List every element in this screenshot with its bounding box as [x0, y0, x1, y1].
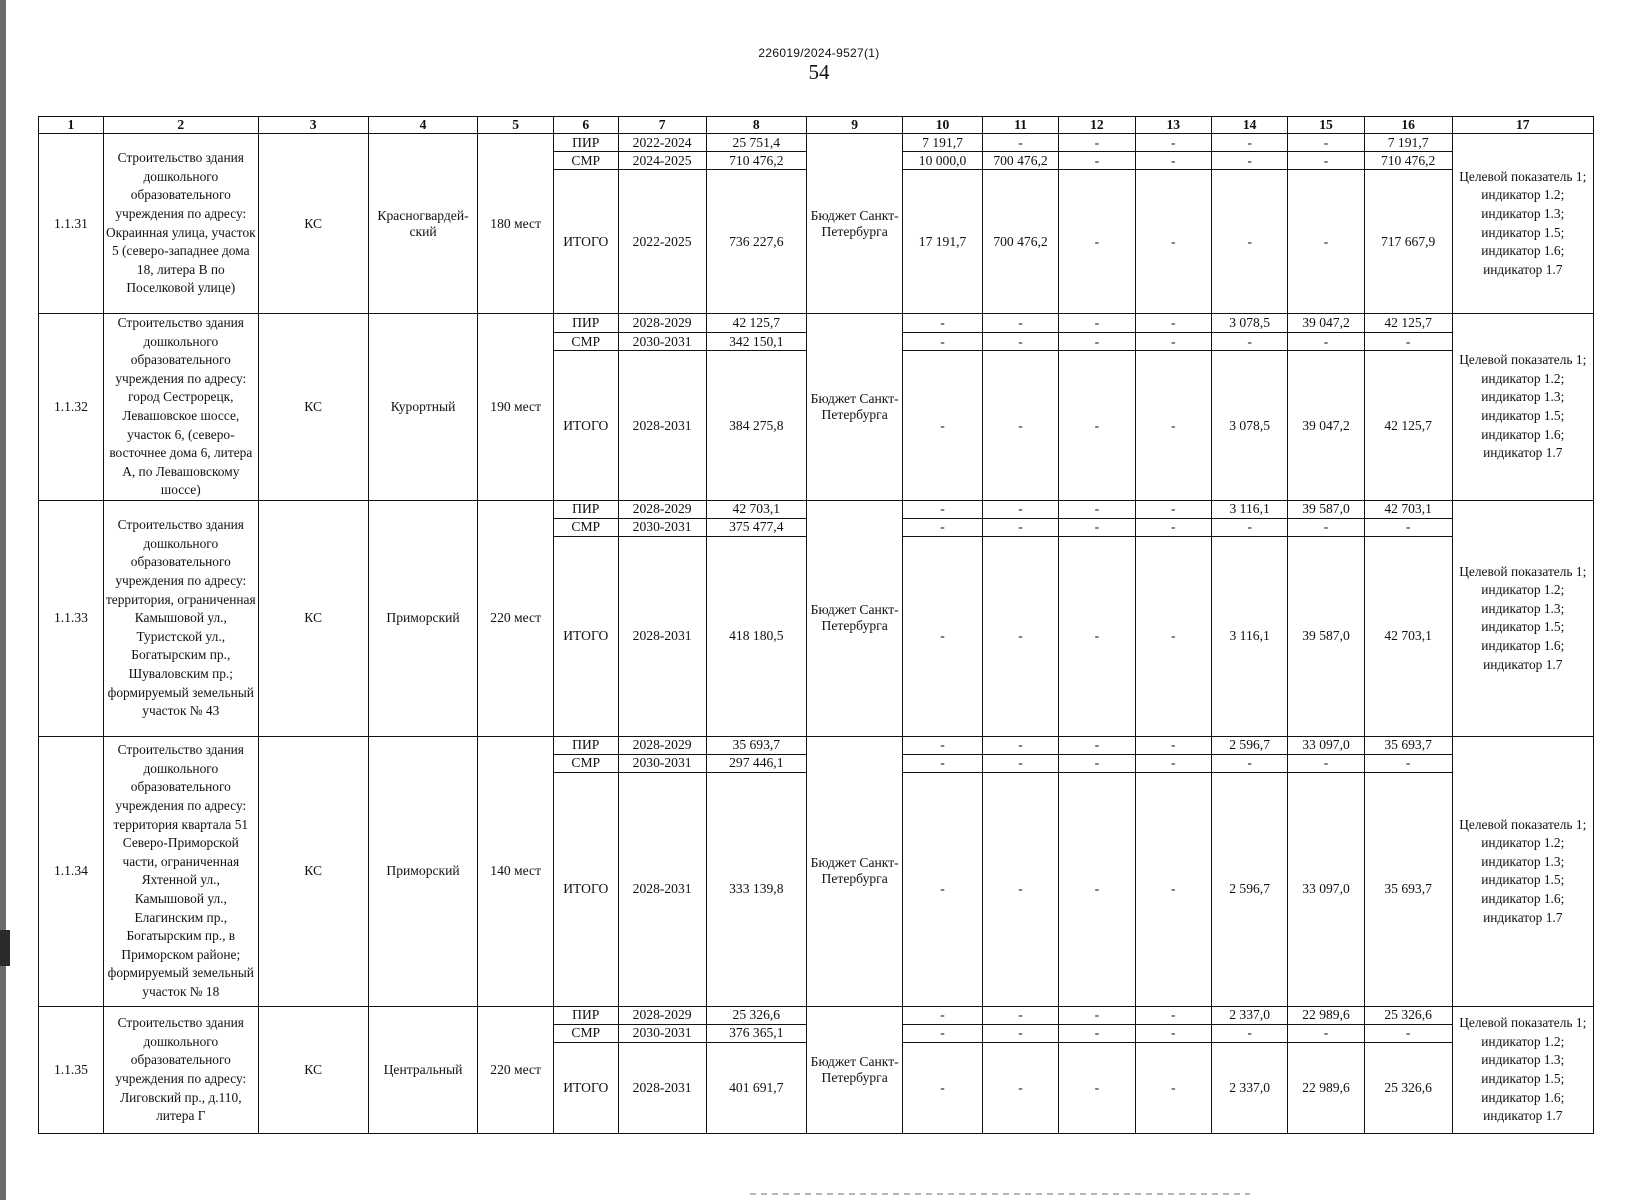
target-indicators: Целевой показатель 1; индикатор 1.2; индикатор 1.3; индикатор 1.5; индикатор 1.6; индикатор 1.7	[1452, 500, 1593, 736]
year-value: -	[1059, 754, 1135, 772]
stage-period: 2024-2025	[618, 152, 706, 170]
year-value: -	[1059, 314, 1135, 333]
item-id: 1.1.35	[39, 1006, 104, 1133]
column-header: 1	[39, 117, 104, 134]
item-capacity: 220 мест	[478, 500, 553, 736]
program-table	[38, 116, 1594, 1134]
year-value: -	[903, 314, 983, 333]
year-value: -	[903, 754, 983, 772]
stage-name: ИТОГО	[553, 351, 618, 501]
year-value: -	[1135, 772, 1211, 1006]
stage-period: 2028-2031	[618, 351, 706, 501]
year-value: -	[1135, 351, 1211, 501]
year-value: -	[1059, 736, 1135, 754]
stage-name: СМР	[553, 332, 618, 351]
year-value: -	[982, 332, 1058, 351]
year-value: 7 191,7	[903, 134, 983, 152]
year-value: -	[1211, 518, 1287, 536]
stage-total: 375 477,4	[706, 518, 806, 536]
item-id: 1.1.31	[39, 134, 104, 314]
year-value: -	[1135, 500, 1211, 518]
stage-name: СМР	[553, 754, 618, 772]
year-value: -	[903, 332, 983, 351]
column-header: 12	[1059, 117, 1135, 134]
year-value: 22 989,6	[1288, 1006, 1364, 1024]
year-value: 700 476,2	[982, 170, 1058, 314]
year-value: -	[1135, 1042, 1211, 1133]
year-value: -	[1135, 536, 1211, 736]
stage-total: 342 150,1	[706, 332, 806, 351]
year-value: -	[1364, 518, 1452, 536]
stage-period: 2030-2031	[618, 1024, 706, 1042]
year-value: -	[1211, 152, 1287, 170]
year-value: 42 125,7	[1364, 314, 1452, 333]
item-description: Строительство здания дошкольного образовательного учреждения по адресу: территория, ограниченная Камышовой ул., Туристской ул., Богатырским пр., Шуваловским пр.; формируемый земельный участок № 43	[103, 500, 258, 736]
stage-period: 2030-2031	[618, 518, 706, 536]
table-row	[39, 500, 1594, 518]
funding-source: Бюджет Санкт-Петербурга	[807, 736, 903, 1006]
year-value: -	[903, 351, 983, 501]
year-value: -	[903, 772, 983, 1006]
item-type: КС	[258, 500, 368, 736]
year-value: 717 667,9	[1364, 170, 1452, 314]
year-value: 17 191,7	[903, 170, 983, 314]
stage-total: 710 476,2	[706, 152, 806, 170]
year-value: 3 116,1	[1211, 500, 1287, 518]
column-header: 10	[903, 117, 983, 134]
column-header: 16	[1364, 117, 1452, 134]
item-id: 1.1.34	[39, 736, 104, 1006]
stage-total: 42 125,7	[706, 314, 806, 333]
year-value: -	[982, 1024, 1058, 1042]
year-value: -	[1364, 1024, 1452, 1042]
year-value: -	[1288, 152, 1364, 170]
year-value: -	[903, 1006, 983, 1024]
item-district: Приморский	[368, 500, 478, 736]
table-row	[39, 314, 1594, 333]
year-value: 39 587,0	[1288, 536, 1364, 736]
year-value: -	[982, 1042, 1058, 1133]
year-value: -	[1135, 1024, 1211, 1042]
year-value: 35 693,7	[1364, 736, 1452, 754]
item-type: КС	[258, 134, 368, 314]
table-row	[39, 134, 1594, 152]
year-value: 3 116,1	[1211, 536, 1287, 736]
year-value: -	[982, 351, 1058, 501]
year-value: -	[982, 500, 1058, 518]
year-value: -	[903, 500, 983, 518]
target-indicators: Целевой показатель 1; индикатор 1.2; индикатор 1.3; индикатор 1.5; индикатор 1.6; индикатор 1.7	[1452, 1006, 1593, 1133]
year-value: -	[1135, 1006, 1211, 1024]
year-value: -	[1059, 1042, 1135, 1133]
year-value: -	[1135, 332, 1211, 351]
column-header: 8	[706, 117, 806, 134]
target-indicators: Целевой показатель 1; индикатор 1.2; индикатор 1.3; индикатор 1.5; индикатор 1.6; индикатор 1.7	[1452, 314, 1593, 501]
year-value: -	[1059, 500, 1135, 518]
year-value: 33 097,0	[1288, 772, 1364, 1006]
year-value: 10 000,0	[903, 152, 983, 170]
year-value: -	[903, 736, 983, 754]
item-type: КС	[258, 736, 368, 1006]
year-value: 7 191,7	[1364, 134, 1452, 152]
stage-total: 25 326,6	[706, 1006, 806, 1024]
year-value: -	[1059, 152, 1135, 170]
item-capacity: 140 мест	[478, 736, 553, 1006]
stage-period: 2030-2031	[618, 332, 706, 351]
column-header: 7	[618, 117, 706, 134]
funding-source: Бюджет Санкт-Петербурга	[807, 134, 903, 314]
year-value: 700 476,2	[982, 152, 1058, 170]
column-header: 4	[368, 117, 478, 134]
year-value: -	[1059, 518, 1135, 536]
item-district: Курортный	[368, 314, 478, 501]
year-value: -	[1059, 1006, 1135, 1024]
year-value: -	[1059, 1024, 1135, 1042]
year-value: 2 337,0	[1211, 1006, 1287, 1024]
year-value: 25 326,6	[1364, 1006, 1452, 1024]
stage-name: ПИР	[553, 736, 618, 754]
funding-source: Бюджет Санкт-Петербурга	[807, 500, 903, 736]
year-value: -	[1135, 754, 1211, 772]
stage-period: 2028-2031	[618, 772, 706, 1006]
stage-total: 35 693,7	[706, 736, 806, 754]
year-value: -	[1135, 736, 1211, 754]
column-header: 14	[1211, 117, 1287, 134]
stage-name: ПИР	[553, 314, 618, 333]
item-description: Строительство здания дошкольного образовательного учреждения по адресу: территория квартала 51 Северо-Приморской части, ограниченная Яхтенной ул., Камышовой ул., Елагинским пр., Богатырским пр., в Приморском районе; формируемый земельный участок № 18	[103, 736, 258, 1006]
stage-total: 736 227,6	[706, 170, 806, 314]
year-value: 39 047,2	[1288, 314, 1364, 333]
stage-name: ПИР	[553, 1006, 618, 1024]
year-value: -	[1059, 351, 1135, 501]
year-value: -	[1059, 332, 1135, 351]
year-value: 42 703,1	[1364, 536, 1452, 736]
year-value: -	[903, 518, 983, 536]
item-description: Строительство здания дошкольного образовательного учреждения по адресу: Окраинная улица, участок 5 (северо-западнее дома 18, литера В по Поселковой улице)	[103, 134, 258, 314]
year-value: 35 693,7	[1364, 772, 1452, 1006]
year-value: -	[982, 134, 1058, 152]
year-value: 710 476,2	[1364, 152, 1452, 170]
column-header: 17	[1452, 117, 1593, 134]
year-value: -	[1059, 536, 1135, 736]
year-value: -	[982, 754, 1058, 772]
stage-period: 2028-2029	[618, 314, 706, 333]
scan-artifact	[750, 1193, 1250, 1195]
item-description: Строительство здания дошкольного образовательного учреждения по адресу: Лиговский пр., д.110, литера Г	[103, 1006, 258, 1133]
stage-total: 333 139,8	[706, 772, 806, 1006]
stage-period: 2028-2029	[618, 1006, 706, 1024]
year-value: -	[1211, 754, 1287, 772]
year-value: 2 596,7	[1211, 772, 1287, 1006]
year-value: -	[982, 1006, 1058, 1024]
table-row	[39, 1006, 1594, 1024]
stage-period: 2022-2025	[618, 170, 706, 314]
year-value: 3 078,5	[1211, 351, 1287, 501]
funding-source: Бюджет Санкт-Петербурга	[807, 314, 903, 501]
year-value: 2 596,7	[1211, 736, 1287, 754]
item-capacity: 180 мест	[478, 134, 553, 314]
year-value: -	[1135, 170, 1211, 314]
page-number: 54	[808, 60, 830, 84]
stage-name: ИТОГО	[553, 772, 618, 1006]
column-header: 11	[982, 117, 1058, 134]
year-value: 22 989,6	[1288, 1042, 1364, 1133]
year-value: -	[1135, 134, 1211, 152]
stage-name: ИТОГО	[553, 536, 618, 736]
stage-period: 2028-2031	[618, 536, 706, 736]
year-value: -	[1135, 518, 1211, 536]
stage-total: 384 275,8	[706, 351, 806, 501]
column-header: 5	[478, 117, 553, 134]
stage-name: СМР	[553, 518, 618, 536]
table-row	[39, 736, 1594, 754]
item-capacity: 190 мест	[478, 314, 553, 501]
year-value: -	[982, 536, 1058, 736]
item-type: КС	[258, 1006, 368, 1133]
year-value: -	[1288, 170, 1364, 314]
item-type: КС	[258, 314, 368, 501]
year-value: -	[1211, 170, 1287, 314]
target-indicators: Целевой показатель 1; индикатор 1.2; индикатор 1.3; индикатор 1.5; индикатор 1.6; индикатор 1.7	[1452, 736, 1593, 1006]
document-number: 226019/2024-9527(1)	[758, 46, 880, 60]
year-value: -	[903, 1024, 983, 1042]
stage-period: 2022-2024	[618, 134, 706, 152]
year-value: -	[982, 736, 1058, 754]
stage-name: ПИР	[553, 134, 618, 152]
column-number-row	[39, 117, 1594, 134]
year-value: -	[1288, 518, 1364, 536]
year-value: 2 337,0	[1211, 1042, 1287, 1133]
year-value: -	[1135, 314, 1211, 333]
stage-total: 297 446,1	[706, 754, 806, 772]
year-value: 42 703,1	[1364, 500, 1452, 518]
stage-total: 42 703,1	[706, 500, 806, 518]
stage-total: 376 365,1	[706, 1024, 806, 1042]
column-header: 2	[103, 117, 258, 134]
item-capacity: 220 мест	[478, 1006, 553, 1133]
funding-source: Бюджет Санкт-Петербурга	[807, 1006, 903, 1133]
stage-period: 2028-2029	[618, 736, 706, 754]
stage-name: ИТОГО	[553, 1042, 618, 1133]
year-value: -	[1288, 1024, 1364, 1042]
column-header: 3	[258, 117, 368, 134]
item-district: Приморский	[368, 736, 478, 1006]
item-district: Центральный	[368, 1006, 478, 1133]
stage-name: СМР	[553, 1024, 618, 1042]
scan-edge-mark	[0, 930, 10, 966]
stage-name: СМР	[553, 152, 618, 170]
year-value: -	[1364, 754, 1452, 772]
year-value: 3 078,5	[1211, 314, 1287, 333]
column-header: 6	[553, 117, 618, 134]
column-header: 15	[1288, 117, 1364, 134]
stage-name: ПИР	[553, 500, 618, 518]
year-value: -	[982, 772, 1058, 1006]
stage-total: 25 751,4	[706, 134, 806, 152]
year-value: -	[1059, 134, 1135, 152]
year-value: -	[982, 518, 1058, 536]
column-header: 13	[1135, 117, 1211, 134]
stage-period: 2028-2031	[618, 1042, 706, 1133]
year-value: -	[1059, 170, 1135, 314]
year-value: -	[1135, 152, 1211, 170]
item-district: Красногвардей-ский	[368, 134, 478, 314]
year-value: -	[1288, 754, 1364, 772]
stage-name: ИТОГО	[553, 170, 618, 314]
year-value: 39 047,2	[1288, 351, 1364, 501]
scan-left-edge	[0, 0, 6, 1200]
item-id: 1.1.33	[39, 500, 104, 736]
year-value: -	[903, 536, 983, 736]
year-value: -	[982, 314, 1058, 333]
year-value: -	[1059, 772, 1135, 1006]
year-value: 42 125,7	[1364, 351, 1452, 501]
year-value: -	[903, 1042, 983, 1133]
year-value: -	[1211, 1024, 1287, 1042]
stage-period: 2028-2029	[618, 500, 706, 518]
year-value: -	[1211, 134, 1287, 152]
target-indicators: Целевой показатель 1; индикатор 1.2; индикатор 1.3; индикатор 1.5; индикатор 1.6; индикатор 1.7	[1452, 134, 1593, 314]
item-id: 1.1.32	[39, 314, 104, 501]
column-header: 9	[807, 117, 903, 134]
item-description: Строительство здания дошкольного образовательного учреждения по адресу: город Сестрорецк, Левашовское шоссе, участок 6, (северо-восточнее дома 6, литера А, по Левашовскому шоссе)	[103, 314, 258, 501]
year-value: -	[1288, 332, 1364, 351]
year-value: 39 587,0	[1288, 500, 1364, 518]
stage-period: 2030-2031	[618, 754, 706, 772]
year-value: -	[1288, 134, 1364, 152]
year-value: 33 097,0	[1288, 736, 1364, 754]
year-value: -	[1211, 332, 1287, 351]
year-value: -	[1364, 332, 1452, 351]
year-value: 25 326,6	[1364, 1042, 1452, 1133]
stage-total: 401 691,7	[706, 1042, 806, 1133]
stage-total: 418 180,5	[706, 536, 806, 736]
